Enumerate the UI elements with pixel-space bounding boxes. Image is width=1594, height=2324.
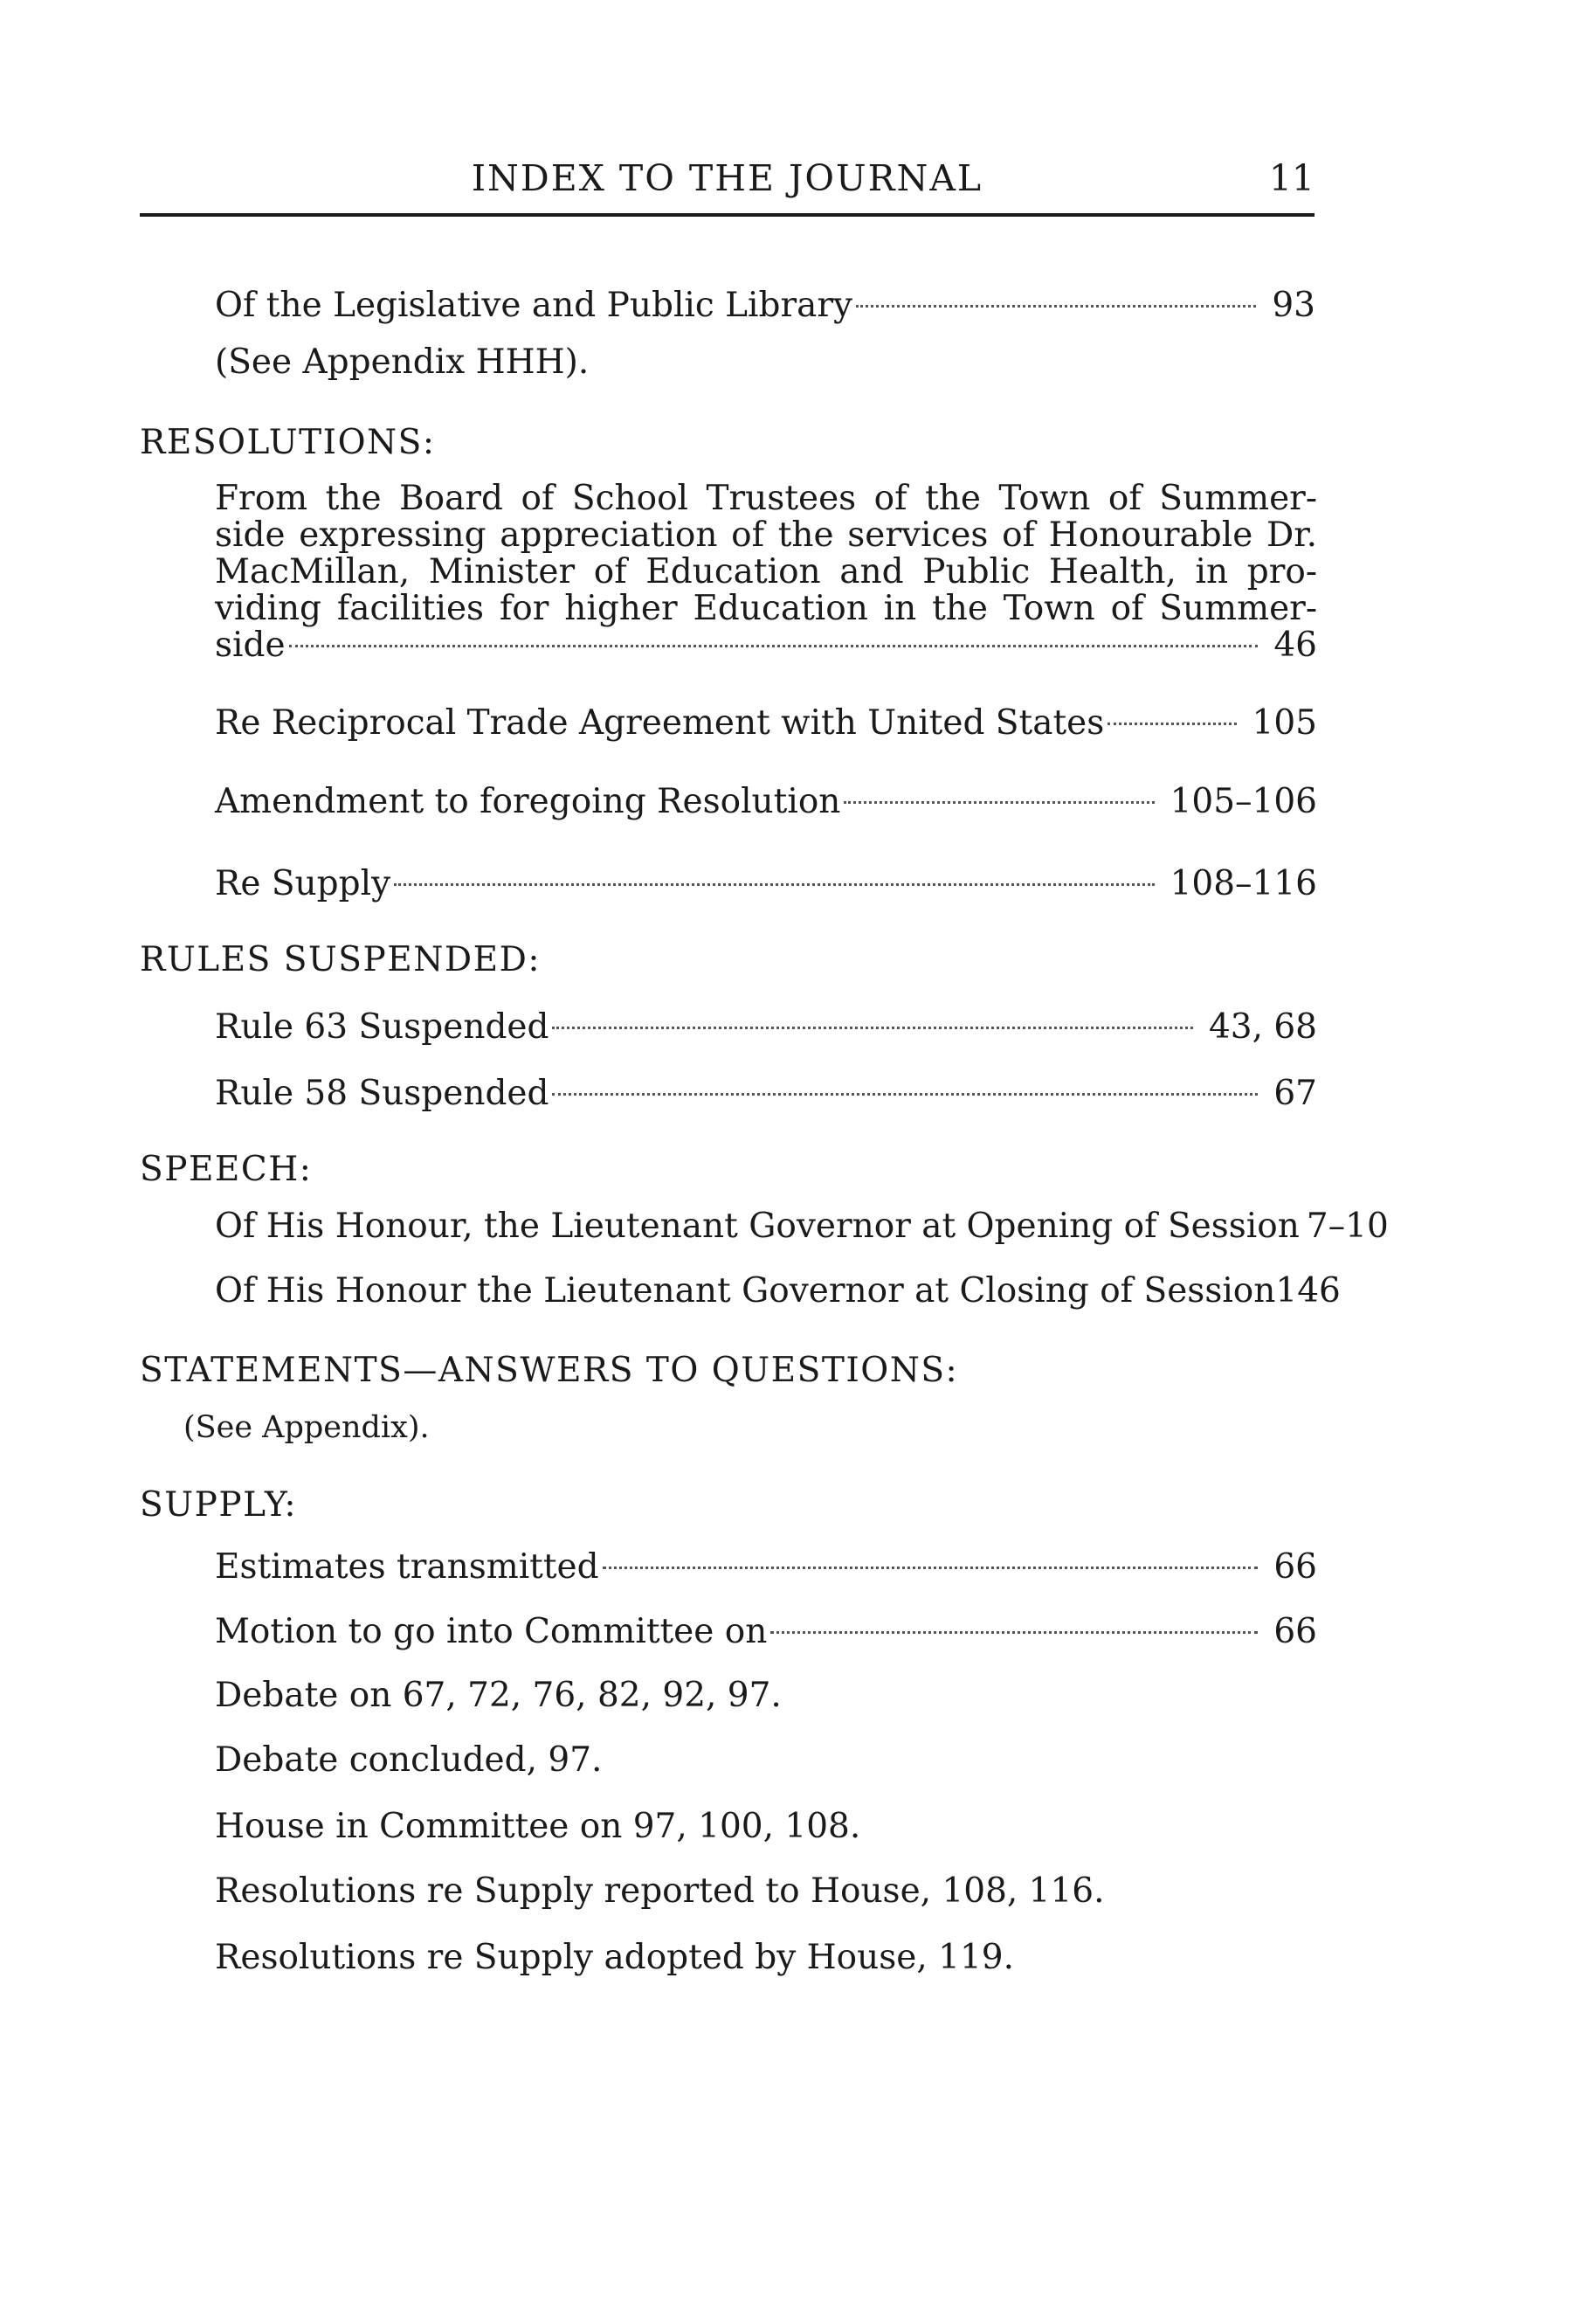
index-entry	[215, 1611, 1317, 1653]
section-heading-speech: SPEECH:	[140, 1150, 313, 1189]
section-heading-statements: STATEMENTS—ANSWERS TO QUESTIONS:	[140, 1351, 959, 1390]
index-entry	[215, 1073, 1317, 1115]
entry-label: side	[215, 626, 286, 665]
index-entry	[215, 702, 1317, 744]
section-heading-resolutions: RESOLUTIONS:	[140, 423, 436, 462]
dot-leader	[552, 1093, 1258, 1096]
entry-label: Rule 63 Suspended	[215, 1007, 549, 1047]
entry-page: 67	[1273, 1074, 1317, 1113]
dot-leader	[394, 883, 1154, 886]
index-entry	[215, 1006, 1317, 1048]
index-entry	[215, 863, 1317, 905]
entry-label: Motion to go into Committee on	[215, 1612, 768, 1651]
appendix-note: (See Appendix).	[183, 1410, 430, 1445]
running-title: INDEX TO THE JOURNAL	[471, 157, 983, 199]
dot-leader	[1108, 723, 1236, 725]
appendix-note: (See Appendix HHH).	[215, 342, 590, 382]
entry-page: 146	[1275, 1271, 1341, 1311]
entry-label: Estimates transmitted	[215, 1547, 599, 1587]
dot-leader	[844, 801, 1154, 804]
index-entry	[215, 1270, 1341, 1312]
index-entry	[215, 285, 1315, 327]
supply-line: Debate concluded, 97.	[215, 1740, 603, 1780]
supply-line: House in Committee on 97, 100, 108.	[215, 1807, 861, 1846]
entry-page: 93	[1272, 286, 1315, 325]
section-heading-supply: SUPPLY:	[140, 1485, 298, 1525]
index-entry	[215, 781, 1317, 823]
page-header	[140, 157, 1315, 218]
paragraph-line: side expressing appreciation of the services of Honourable Dr.	[215, 515, 1317, 555]
header-rule	[140, 213, 1315, 217]
entry-page: 66	[1273, 1612, 1317, 1651]
dot-leader	[289, 645, 1259, 647]
entry-label: Of the Legislative and Public Library	[215, 286, 853, 325]
page-number: 11	[1268, 157, 1315, 199]
dot-leader	[770, 1631, 1258, 1634]
supply-line: Resolutions re Supply reported to House, 108, 116.	[215, 1871, 1105, 1911]
entry-page: 7–10	[1306, 1207, 1389, 1246]
index-entry	[215, 1546, 1317, 1588]
entry-page: 66	[1273, 1547, 1317, 1587]
entry-page: 105	[1252, 703, 1317, 743]
index-entry	[215, 1206, 1389, 1248]
entry-page: 46	[1273, 626, 1317, 665]
entry-label: Of His Honour the Lieutenant Governor at Closing of Session	[215, 1271, 1276, 1311]
paragraph-line: viding facilities for higher Education in the Town of Summer-	[215, 589, 1317, 628]
entry-label: Of His Honour, the Lieutenant Governor at Opening of Session	[215, 1207, 1300, 1246]
section-heading-rules: RULES SUSPENDED:	[140, 940, 541, 979]
entry-page: 105–106	[1170, 782, 1317, 821]
supply-line: Resolutions re Supply adopted by House, 119.	[215, 1938, 1014, 1977]
resolution-paragraph	[215, 481, 1317, 664]
entry-page: 108–116	[1170, 864, 1317, 903]
entry-label: Re Reciprocal Trade Agreement with United States	[215, 703, 1105, 743]
paragraph-last-line	[215, 627, 1317, 664]
dot-leader	[856, 305, 1256, 308]
paragraph-line: MacMillan, Minister of Education and Public Health, in pro-	[215, 552, 1317, 591]
entry-label: Rule 58 Suspended	[215, 1074, 549, 1113]
supply-line: Debate on 67, 72, 76, 82, 92, 97.	[215, 1676, 782, 1715]
entry-label: Re Supply	[215, 864, 391, 903]
dot-leader	[552, 1027, 1192, 1029]
entry-page: 43, 68	[1208, 1007, 1317, 1047]
entry-label: Amendment to foregoing Resolution	[215, 782, 841, 821]
paragraph-line: From the Board of School Trustees of the Town of Summer-	[215, 479, 1317, 518]
dot-leader	[603, 1567, 1259, 1569]
